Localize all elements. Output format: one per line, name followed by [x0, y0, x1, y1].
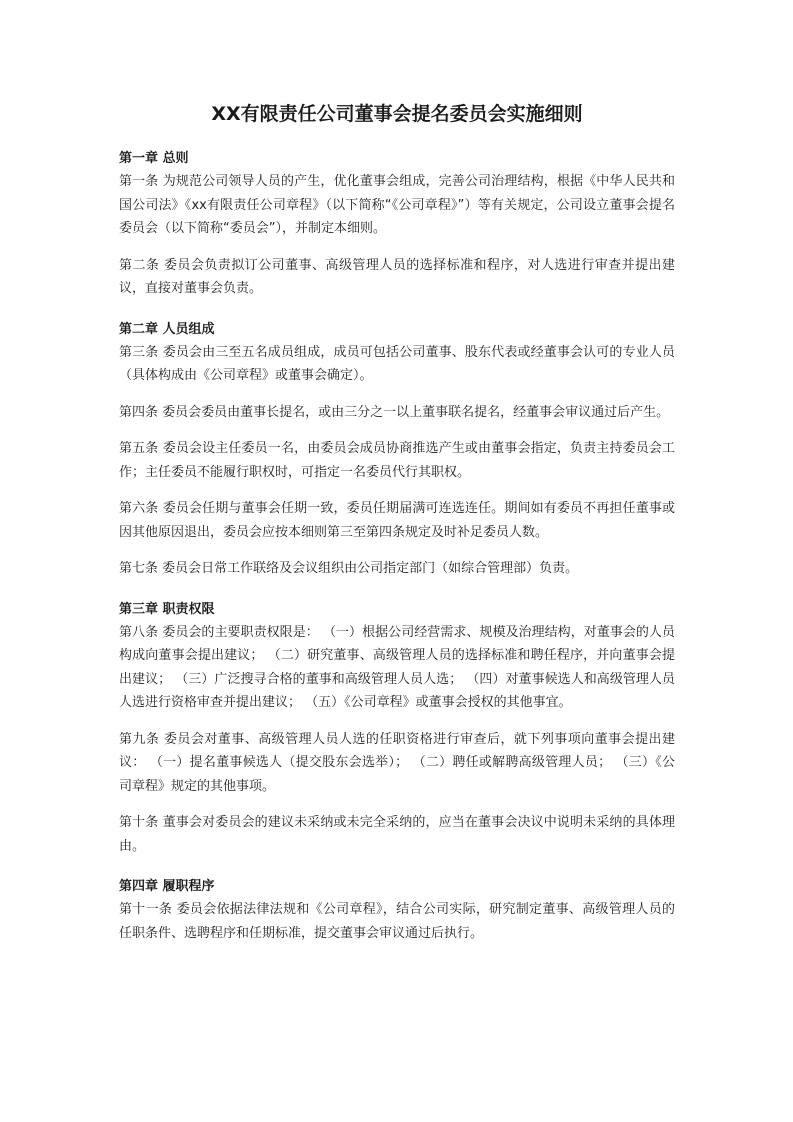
chapter-1	[119, 148, 675, 301]
chapter-heading: 第一章 总则	[119, 151, 189, 166]
chapter-2	[119, 319, 675, 581]
article-3: 第三条 委员会由三至五名成员组成，成员可包括公司董事、股东代表或经董事会认可的专业人员（具体构成由《公司章程》或董事会确定）。	[119, 344, 675, 383]
document-body	[119, 148, 675, 945]
article-6: 第六条 委员会任期与董事会任期一致，委员任期届满可连选连任。期间如有委员不再担任董事或因其他原因退出，委员会应按本细则第三至第四条规定及时补足委员人数。	[119, 501, 675, 540]
article-7: 第七条 委员会日常工作联络及会议组织由公司指定部门（如综合管理部）负责。	[119, 561, 579, 576]
document-title: XX有限责任公司董事会提名委员会实施细则	[211, 103, 583, 125]
article-2: 第二条 委员会负责拟订公司董事、高级管理人员的选择标准和程序，对人选进行审查并提出建议，直接对董事会负责。	[119, 257, 675, 296]
article-4: 第四条 委员会委员由董事长提名，或由三分之一以上董事联名提名，经董事会审议通过后产生。	[119, 404, 670, 420]
chapter-heading: 第二章 人员组成	[119, 321, 215, 337]
article-1: 第一条 为规范公司领导人员的产生，优化董事会组成，完善公司治理结构，根据《中华人民共和国公司法》《xx有限责任公司章程》（以下简称“《公司章程》”）等有关规定，公司设立董事会提名委员会（以下简称“委员会”），并制定本细则。	[119, 174, 675, 236]
article-8: 第八条 委员会的主要职责权限是： （一）根据公司经营需求、规模及治理结构，对董事会的人员构成向董事会提出建议； （二）研究董事、高级管理人员的选择标准和聘任程序，并向董事会提出建议； （三）广泛搜寻合格的董事和高级管理人员人选； （四）对董事候选人和高级管理人员人选进行资格审查并提出建议； （五）《公司章程》或董事会授权的其他事宜。	[119, 624, 675, 710]
article-10: 第十条 董事会对委员会的建议未采纳或未完全采纳的，应当在董事会决议中说明未采纳的具体理由。	[119, 815, 675, 854]
chapter-4	[119, 876, 675, 945]
chapter-heading: 第三章 职责权限	[119, 601, 215, 617]
article-5: 第五条 委员会设主任委员一名，由委员会成员协商推选产生或由董事会指定，负责主持委员会工作；主任委员不能履行职权时，可指定一名委员代行其职权。	[119, 441, 675, 480]
article-9: 第九条 委员会对董事、高级管理人员人选的任职资格进行审查后，就下列事项向董事会提出建议： （一）提名董事候选人（提交股东会选举）； （二）聘任或解聘高级管理人员； （三）《公司章程》规定的其他事项。	[119, 731, 675, 794]
chapter-3	[119, 599, 675, 859]
chapter-heading: 第四章 履职程序	[119, 879, 215, 894]
article-11: 第十一条 委员会依据法律法规和《公司章程》，结合公司实际，研究制定董事、高级管理人员的任职条件、选聘程序和任期标准，提交董事会审议通过后执行。	[119, 902, 675, 941]
